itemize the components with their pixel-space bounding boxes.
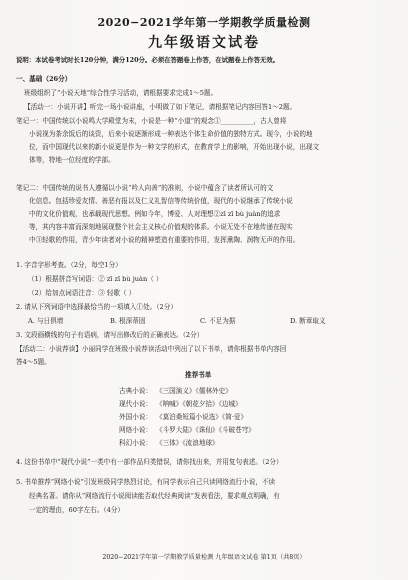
question-1: 1. 字音字形考查。（2分，每空1分）	[16, 261, 122, 269]
activity-two-line: 答4～5题。	[16, 358, 51, 366]
book-list-category: 外国小说：	[119, 413, 152, 421]
question-1b: （2）给加点词语注音：③ 轻歌（ ）	[28, 289, 136, 297]
book-list-titles: 《三国演义》《儒林外史》	[156, 387, 232, 395]
question-5	[16, 478, 280, 514]
note-two-line: 笔记二：中国传统的说书人遵循以小说“吟人向善”的准则，小说中蕴含了读者所认可的文	[16, 184, 274, 192]
book-list-category: 科幻小说：	[119, 439, 152, 447]
page-footer: 2020−2021学年第一学期教学质量检测 九年级语文试卷 第1页（共8页）	[102, 554, 306, 561]
option-a: A. 与日俱增	[28, 317, 64, 325]
question-2: 2. 请从下列词语中选择最恰当的一项填入①处。（2分）	[16, 303, 177, 311]
option-b: B. 根深蒂固	[110, 317, 146, 325]
note-two	[16, 184, 299, 244]
instructions: 说明：本试卷考试时长120分钟，满分120分。必须在答题卷上作答，在试题卷上作答无效。	[16, 56, 280, 64]
question-5-line: 一定的理由，60字左右。（4分）	[29, 506, 125, 514]
option-c: C. 不足为据	[200, 317, 236, 325]
note-one	[16, 117, 319, 164]
book-list-row	[110, 385, 255, 398]
book-list-category: 网络小说：	[119, 426, 152, 434]
option-d: D. 断章取义	[290, 317, 326, 325]
book-list-titles: 《三体》《流浪地球》	[156, 439, 219, 447]
activity-two-heading	[16, 345, 286, 366]
note-two-line: 等，其内容丰富而深刻地展现整个社会主义核心价值观的体系。小说无处不在地传递在现实	[29, 223, 293, 231]
book-list-title: 推荐书单	[185, 371, 212, 379]
book-list-row	[110, 437, 255, 450]
note-one-line: 笔记一：中国传统以小说鸣大学殿堂为末，小说是一种“小道”的观念①__________，古人曾将	[16, 117, 287, 125]
book-list-row	[110, 398, 255, 411]
book-list-row	[110, 411, 255, 424]
exam-title: 2020−2021学年第一学期教学质量检测	[97, 16, 311, 29]
section-title: 一、基础（26分）	[16, 75, 72, 83]
question-4: 4. 这份书单中“现代小说”一类中有一部作品归类错误，请你找出来，并用复句表述。（2分）	[16, 458, 283, 466]
book-list-titles: 《斗罗大陆》《诛仙》《斗破苍穹》	[156, 426, 255, 434]
activity-one-heading: 【活动一：小说开讲】听完一场小说讲座，小明做了如下笔记，请根据笔记内容回答1～2题。	[24, 103, 297, 111]
note-two-line: 中③轻歌的作用，青少年读者对小说的精神塑造有重要的作用，发挥熏陶、润物无声的作用。	[29, 236, 300, 244]
note-one-line: 位，而中国现代以来的新小说更是作为一种文学的形式，在教育学上的影响，开始出现小说，出现文	[29, 143, 320, 151]
question-5-line: 5. 书单推荐“网络小说”引发班级同学热烈讨论，有同学表示自己只读网络流行小说，不读	[16, 478, 276, 486]
book-list-category: 现代小说：	[119, 400, 152, 408]
note-two-line: 中的文化价值观，也承载现代思想。例如今年，博爱、人对理想②zī zī bù juàn的追求	[29, 210, 281, 218]
note-one-line: 小说视为茶余饭后的谈资，后来小说逐渐形成一种表达个体生命价值的独特方式。现今，小说的地	[29, 130, 313, 138]
book-list-titles: 《呐喊》《朝花夕拾》《边城》	[156, 400, 242, 408]
note-two-line: 化信息。包括珍爱友情、善恶有报以及仁义礼智信等传统价值，现代的小说继承了传统小说	[29, 197, 293, 205]
intro-text: 班级组织了“小说天地”综合性学习活动，请根据要求完成1～5题。	[24, 89, 218, 97]
book-list-titles: 《莫泊桑短篇小说选》《简·爱》	[156, 413, 248, 421]
question-1a: （1）根据拼音写词语：② zī zī bù juàn（ ）	[28, 275, 163, 283]
exam-subtitle: 九年级语文试卷	[148, 35, 260, 51]
book-list	[110, 385, 255, 450]
question-3: 3. 文段画横线的句子有语病，请写出修改后的正确表达。（2分）	[16, 331, 204, 339]
note-one-line: 体等，特地一位经度的学部。	[29, 156, 115, 164]
book-list-row	[110, 424, 255, 437]
activity-two-line: 【活动二：小说荐读】小丽同学在班级小说荐读活动中列出了以下书单，请你根据书单内容回	[16, 345, 287, 353]
question-5-line: 经典名著。请你从“网络流行小说阅读能否取代经典阅读”发表看法，要求观点明确，有	[29, 492, 280, 500]
book-list-category: 古典小说：	[119, 387, 152, 395]
